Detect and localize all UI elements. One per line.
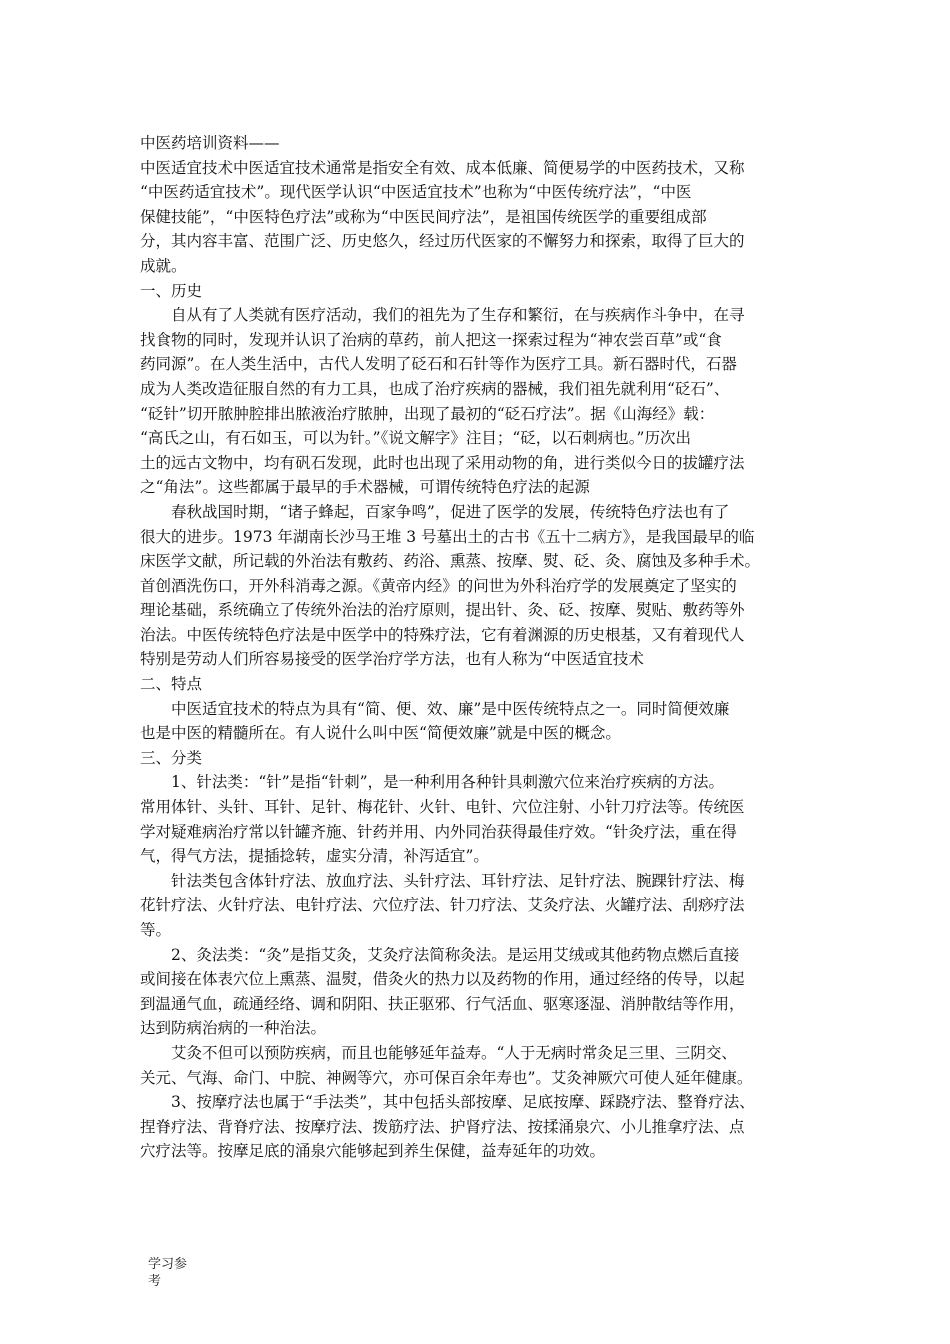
- paragraph-line: 春秋战国时期，“诸子蜂起，百家争鸣”，促进了医学的发展，传统特色疗法也有了: [171, 502, 730, 521]
- paragraph-line: 床医学文献，所记载的外治法有敷药、药浴、熏蒸、按摩、熨、砭、灸、腐蚀及多种手术。: [140, 552, 761, 571]
- paragraph-line: 关元、气海、命门、中脘、神阙等穴，亦可保百余年寿也”。艾灸神厥穴可使人延年健康。: [140, 1068, 753, 1087]
- section-heading-classification: 三、分类: [140, 748, 203, 767]
- paragraph-line: 学对疑难病治疗常以针罐齐施、针药并用、内外同治获得最佳疗效。“针灸疗法，重在得: [140, 822, 737, 841]
- paragraph-line: 分，其内容丰富、范围广泛、历史悠久，经过历代医家的不懈努力和探索，取得了巨大的: [140, 232, 745, 251]
- paragraph-line: 自从有了人类就有医疗活动，我们的祖先为了生存和繁衍，在与疾病作斗争中，在寻: [171, 306, 745, 325]
- paragraph-line: 常用体针、头针、耳针、足针、梅花针、火针、电针、穴位注射、小针刀疗法等。传统医: [140, 798, 745, 817]
- document-body: [140, 131, 840, 1164]
- paragraph-line: 找食物的同时，发现并认识了治病的草药，前人把这一探索过程为“神农尝百草”或“食: [140, 330, 722, 349]
- section-heading-features: 二、特点: [140, 675, 203, 694]
- paragraph-line: 捏脊疗法、背脊疗法、按摩疗法、拨筋疗法、护肾疗法、按揉涌泉穴、小儿推拿疗法、点: [140, 1117, 745, 1136]
- paragraph-line: 理论基础，系统确立了传统外治法的治疗原则，提出针、灸、砭、按摩、熨贴、敷药等外: [140, 601, 745, 620]
- paragraph-line: 成为人类改造征服自然的有力工具，也成了治疗疾病的器械，我们祖先就利用“砭石”、: [140, 379, 730, 398]
- paragraph-line: 土的远古文物中，均有矾石发现，此时也出现了采用动物的角，进行类似今日的拔罐疗法: [140, 453, 745, 472]
- paragraph-line: 花针疗法、火针疗法、电针疗法、穴位疗法、针刀疗法、艾灸疗法、火罐疗法、刮痧疗法: [140, 896, 745, 915]
- page-footer: [148, 1256, 187, 1290]
- paragraph-line: 2、灸法类：“灸”是指艾灸，艾灸疗法简称灸法。是运用艾绒或其他药物点燃后直接: [171, 945, 740, 964]
- paragraph-line: 特别是劳动人们所容易接受的医学治疗学方法，也有人称为“中医适宜技术: [140, 650, 644, 669]
- paragraph-line: 成就。: [140, 256, 187, 275]
- paragraph-line: 之“角法”。这些都属于最早的手术器械，可谓传统特色疗法的起源: [140, 478, 590, 497]
- paragraph-line: 中医适宜技术中医适宜技术通常是指安全有效、成本低廉、简便易学的中医药技术，又称: [140, 158, 745, 177]
- paragraph-line: 药同源”。在人类生活中，古代人发明了砭石和石针等作为医疗工具。新石器时代，石器: [140, 355, 737, 374]
- paragraph-line: 3、按摩疗法也属于“手法类”，其中包括头部按摩、足底按摩、踩跷疗法、整脊疗法、: [171, 1093, 755, 1112]
- paragraph-line: “高氏之山，有石如玉，可以为针。”《说文解字》注目；“砭，以石刺病也。”历次出: [140, 429, 691, 448]
- paragraph-line: 或间接在体表穴位上熏蒸、温熨，借灸火的热力以及药物的作用，通过经络的传导，以起: [140, 970, 745, 989]
- paragraph-line: 气，得气方法，提插捻转，虚实分清，补泻适宜”。: [140, 847, 489, 866]
- paragraph-line: 艾灸不但可以预防疾病，而且也能够延年益寿。“人于无病时常灸足三里、三阴交、: [171, 1043, 737, 1062]
- paragraph-line: 穴疗法等。按摩足底的涌泉穴能够起到养生保健，益寿延年的功效。: [140, 1142, 606, 1161]
- paragraph-line: 首创酒洗伤口，开外科消毒之源。《黄帝内经》的问世为外科治疗学的发展奠定了坚实的: [140, 576, 737, 595]
- footer-line: 考: [148, 1274, 162, 1289]
- footer-line: 学习参: [148, 1257, 188, 1272]
- paragraph-line: 中医适宜技术的特点为具有“简、便、效、廉”是中医传统特点之一。同时简便效廉: [171, 699, 730, 718]
- paragraph-line: 很大的进步。1973 年湖南长沙马王堆 3 号墓出土的古书《五十二病方》，是我国最早的临: [140, 527, 755, 546]
- paragraph-line: “中医药适宜技术”。现代医学认识“中医适宜技术”也称为“中医传统疗法”，“中医: [140, 183, 692, 202]
- paragraph-line: “砭针”切开脓肿腔排出脓液治疗脓肿，出现了最初的“砭石疗法”。据《山海经》载：: [140, 404, 715, 423]
- paragraph-line: 也是中医的精髓所在。有人说什么叫中医“简便效廉”就是中医的概念。: [140, 724, 621, 743]
- document-title: 中医药培训资料——: [140, 134, 280, 152]
- paragraph-line: 到温通气血，疏通经络、调和阴阳、扶正驱邪、行气活血、驱寒逐湿、消肿散结等作用，: [140, 994, 745, 1013]
- paragraph-line: 1、针法类：“针”是指“针刺”，是一种利用各种针具刺激穴位来治疗疾病的方法。: [171, 773, 725, 792]
- paragraph-line: 等。: [140, 921, 172, 939]
- paragraph-line: 达到防病治病的一种治法。: [140, 1019, 327, 1038]
- paragraph-line: 治法。中医传统特色疗法是中医学中的特殊疗法，它有着渊源的历史根基，又有着现代人: [140, 625, 745, 644]
- section-heading-history: 一、历史: [140, 281, 203, 300]
- paragraph-line: 针法类包含体针疗法、放血疗法、头针疗法、耳针疗法、足针疗法、腕踝针疗法、梅: [171, 871, 745, 890]
- paragraph-line: 保健技能”，“中医特色疗法”或称为“中医民间疗法”，是祖国传统医学的重要组成部: [140, 207, 707, 226]
